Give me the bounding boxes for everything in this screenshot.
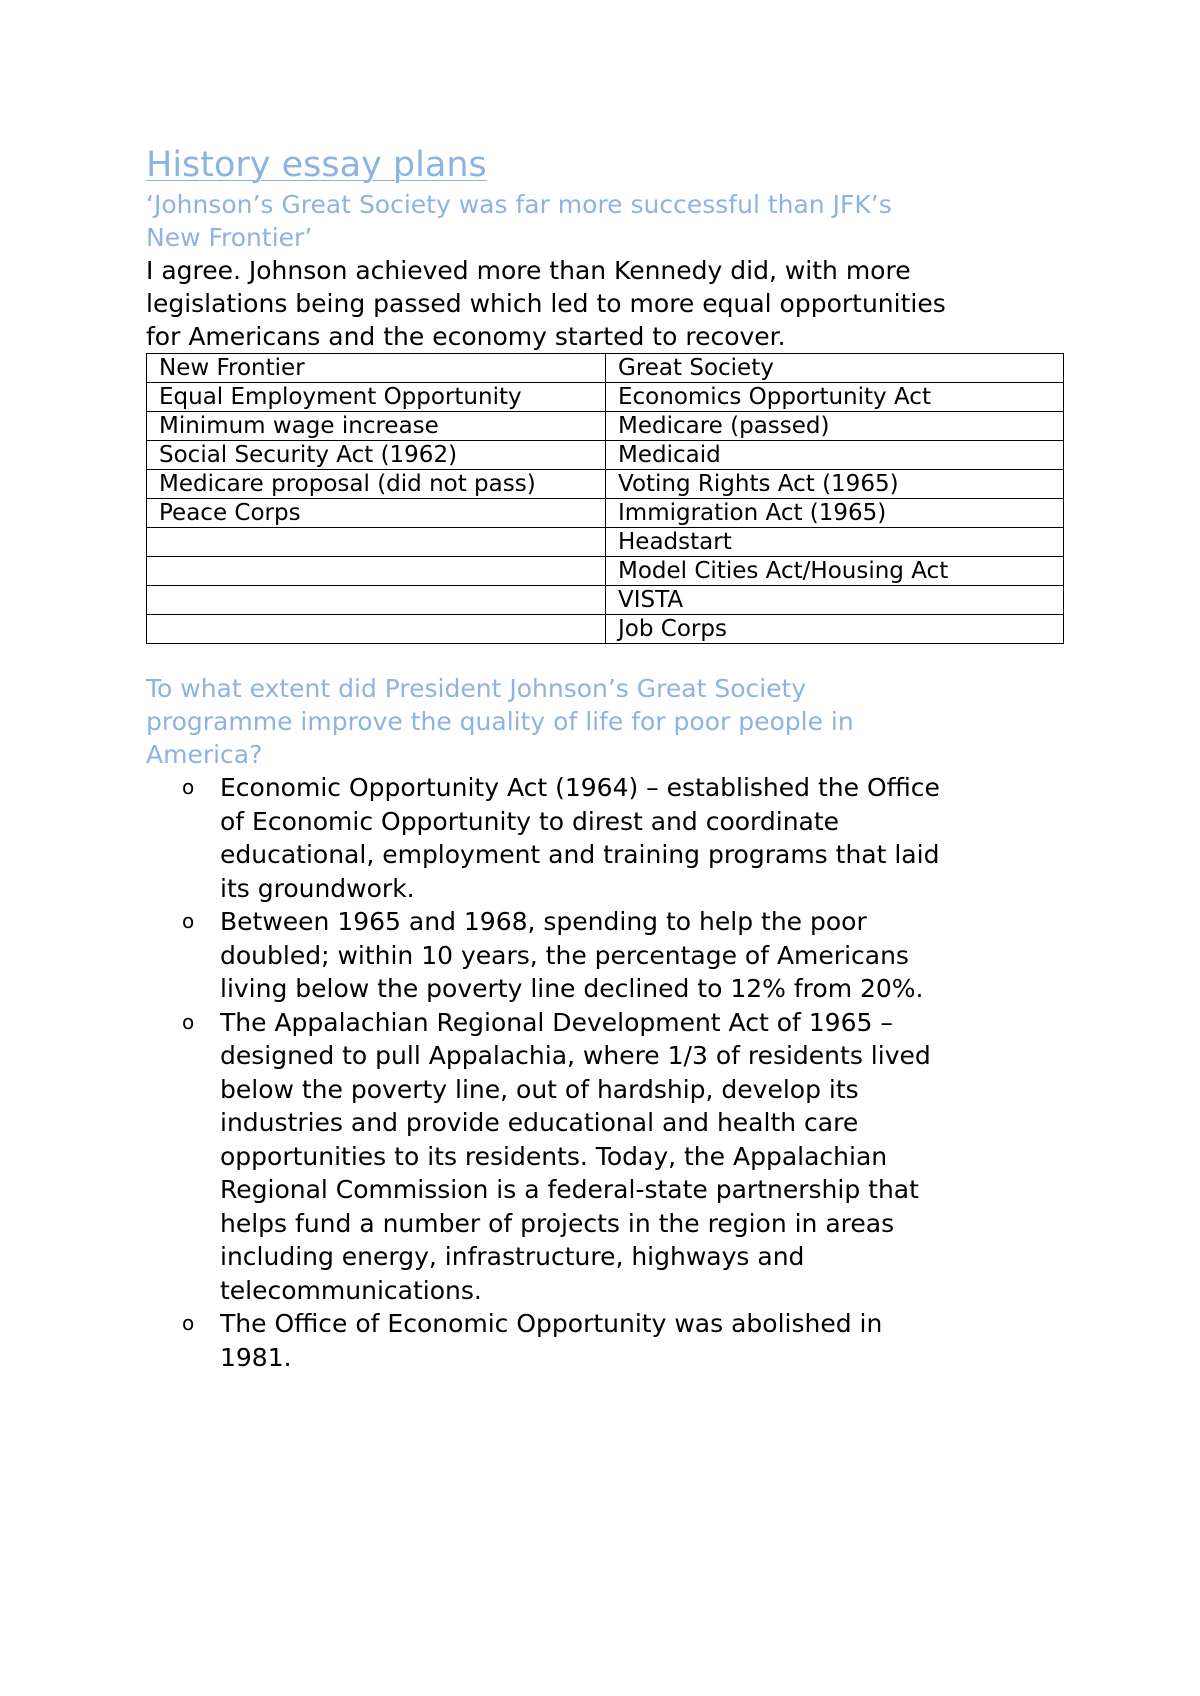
table-cell <box>147 528 606 557</box>
table-cell: Economics Opportunity Act <box>606 383 1064 412</box>
table-row <box>147 557 1064 586</box>
table-cell: Immigration Act (1965) <box>606 499 1064 528</box>
table-row <box>147 470 1064 499</box>
bullet-line: Between 1965 and 1968, spending to help the poor <box>220 907 867 936</box>
bullet-marker: o <box>182 1311 195 1335</box>
intro-line: I agree. Johnson achieved more than Kennedy did, with more <box>146 256 911 285</box>
bullet-line: Regional Commission is a federal-state partnership that <box>220 1175 919 1204</box>
table-row <box>147 586 1064 615</box>
section1-heading-line: ‘Johnson’s Great Society was far more successful than JFK’s <box>146 190 892 219</box>
document-page <box>146 142 1066 1374</box>
bullet-line: doubled; within 10 years, the percentage of Americans <box>220 940 909 970</box>
table-cell: Social Security Act (1962) <box>147 441 606 470</box>
table-cell <box>147 557 606 586</box>
table-cell: Medicare (passed) <box>606 412 1064 441</box>
table-cell: Peace Corps <box>147 499 606 528</box>
bullet-line: educational, employment and training programs that laid <box>220 840 940 869</box>
document-title: History essay plans <box>146 145 487 185</box>
table-row <box>147 412 1064 441</box>
table-cell: Equal Employment Opportunity <box>147 383 606 412</box>
list-item <box>182 1307 1066 1374</box>
table-cell: New Frontier <box>147 354 606 383</box>
table-cell: Minimum wage increase <box>147 412 606 441</box>
bullet-marker: o <box>182 775 195 799</box>
bullet-marker: o <box>182 909 195 933</box>
section2-heading-line: America? <box>146 740 263 769</box>
table-cell: Model Cities Act/Housing Act <box>606 557 1064 586</box>
table-row <box>147 499 1064 528</box>
table-cell <box>147 586 606 615</box>
bullet-line: industries and provide educational and health care <box>220 1108 859 1137</box>
bullet-line: its groundwork. <box>220 873 415 903</box>
table-cell <box>147 615 606 644</box>
list-item <box>182 771 1066 905</box>
section2-heading <box>146 672 1066 771</box>
table-cell: Job Corps <box>606 615 1064 644</box>
table-cell: VISTA <box>606 586 1064 615</box>
section2-heading-line: To what extent did President Johnson’s Great Society <box>146 674 807 703</box>
bullet-line: living below the poverty line declined to 12% from 20%. <box>220 974 924 1003</box>
table-cell: Medicaid <box>606 441 1064 470</box>
bullet-line: opportunities to its residents. Today, the Appalachian <box>220 1141 888 1171</box>
list-item <box>182 905 1066 1006</box>
bullet-line: The Appalachian Regional Development Act of 1965 – <box>220 1007 893 1037</box>
section1-heading <box>146 188 1066 254</box>
bullet-line: 1981. <box>220 1342 292 1372</box>
section1-heading-line: New Frontier’ <box>146 223 313 252</box>
table-row <box>147 615 1064 644</box>
table-row <box>147 354 1064 383</box>
section2-heading-line: programme improve the quality of life for poor people in <box>146 707 854 736</box>
table-row <box>147 383 1064 412</box>
bullet-line: The Office of Economic Opportunity was abolished in <box>220 1309 883 1338</box>
table-cell: Medicare proposal (did not pass) <box>147 470 606 499</box>
table-cell: Headstart <box>606 528 1064 557</box>
list-item <box>182 1006 1066 1308</box>
table-row <box>147 441 1064 470</box>
section1-intro <box>146 254 1066 353</box>
table-cell: Voting Rights Act (1965) <box>606 470 1064 499</box>
bullet-line: designed to pull Appalachia, where 1/3 of residents lived <box>220 1041 931 1070</box>
bullet-line: of Economic Opportunity to direst and coordinate <box>220 806 840 836</box>
bullet-line: Economic Opportunity Act (1964) – established the Office <box>220 773 940 802</box>
bullet-line: telecommunications. <box>220 1275 482 1305</box>
bullet-list <box>146 771 1066 1374</box>
bullet-line: helps fund a number of projects in the region in areas <box>220 1208 895 1238</box>
intro-line: legislations being passed which led to more equal opportunities <box>146 289 946 318</box>
bullet-marker: o <box>182 1009 195 1034</box>
intro-line: for Americans and the economy started to recover. <box>146 322 786 351</box>
comparison-table <box>146 353 1064 644</box>
table-row <box>147 528 1064 557</box>
bullet-line: including energy, infrastructure, highways and <box>220 1242 805 1271</box>
bullet-line: below the poverty line, out of hardship, develop its <box>220 1074 859 1104</box>
table-cell: Great Society <box>606 354 1064 383</box>
